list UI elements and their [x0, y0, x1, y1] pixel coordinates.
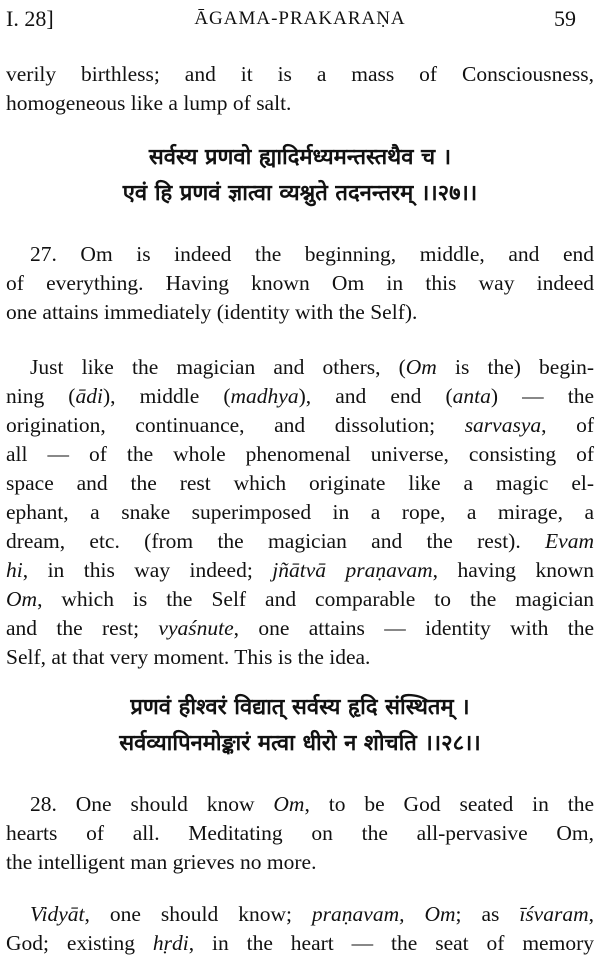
text-line: hi, in this way indeed; jñātvā praṇavam, having known — [6, 558, 594, 582]
verse-line: सर्वव्यापिनमोङ्कारं मत्वा धीरो न शोचति ।।२८।। — [119, 731, 481, 756]
intro-paragraph — [6, 60, 594, 118]
verse-reference: I. 28] — [6, 6, 54, 31]
text-line: space and the rest which originate like a magic el- — [6, 471, 594, 495]
text-line: the intelligent man grieves no more. — [6, 850, 317, 874]
text-line: and the rest; vyaśnute, one attains — identity with the — [6, 616, 594, 640]
sanskrit-verse-27 — [0, 140, 600, 212]
verse-line: सर्वस्य प्रणवो ह्यादिर्मध्यमन्तस्तथैव च । — [148, 145, 452, 170]
text-line: Just like the magician and others, (Om is the) begin- — [30, 355, 594, 379]
sanskrit-verse-28 — [0, 690, 600, 762]
translation-28 — [6, 790, 594, 877]
text-line: 28. One should know Om, to be God seated in the — [30, 792, 594, 816]
text-line: 27. Om is indeed the beginning, middle, and end — [30, 242, 594, 266]
text-line: homogeneous like a lump of salt. — [6, 91, 292, 115]
translation-27 — [6, 240, 594, 327]
text-line: dream, etc. (from the magician and the rest). Evam — [6, 529, 594, 553]
commentary-28 — [6, 900, 594, 958]
text-line: Om, which is the Self and comparable to the magician — [6, 587, 594, 611]
text-line: God; existing hṛdi, in the heart — the seat of memory — [6, 931, 594, 955]
verse-line: प्रणवं हीश्वरं विद्यात् सर्वस्य हृदि संस्थितम् । — [130, 695, 470, 720]
commentary-27 — [6, 353, 594, 672]
page-number: 59 — [554, 6, 576, 31]
verse-line: एवं हि प्रणवं ज्ञात्वा व्यश्नुते तदनन्तरम् ।।२७।। — [122, 181, 478, 206]
text-line: origination, continuance, and dissolution; sarvasya, of — [6, 413, 594, 437]
text-line: of everything. Having known Om in this way indeed — [6, 271, 594, 295]
text-line: ephant, a snake superimposed in a rope, a mirage, a — [6, 500, 594, 524]
text-line: Vidyāt, one should know; praṇavam, Om; as īśvaram, — [30, 902, 594, 926]
text-line: Self, at that very moment. This is the idea. — [6, 645, 371, 669]
text-line: verily birthless; and it is a mass of Consciousness, — [6, 62, 594, 86]
text-line: one attains immediately (identity with the Self). — [6, 300, 418, 324]
text-line: all — of the whole phenomenal universe, consisting of — [6, 442, 594, 466]
text-line: hearts of all. Meditating on the all-pervasive Om, — [6, 821, 594, 845]
running-header — [6, 6, 594, 34]
text-line: ning (ādi), middle (madhya), and end (anta) — the — [6, 384, 594, 408]
chapter-title: ĀGAMA-PRAKARAṆA — [194, 8, 406, 29]
